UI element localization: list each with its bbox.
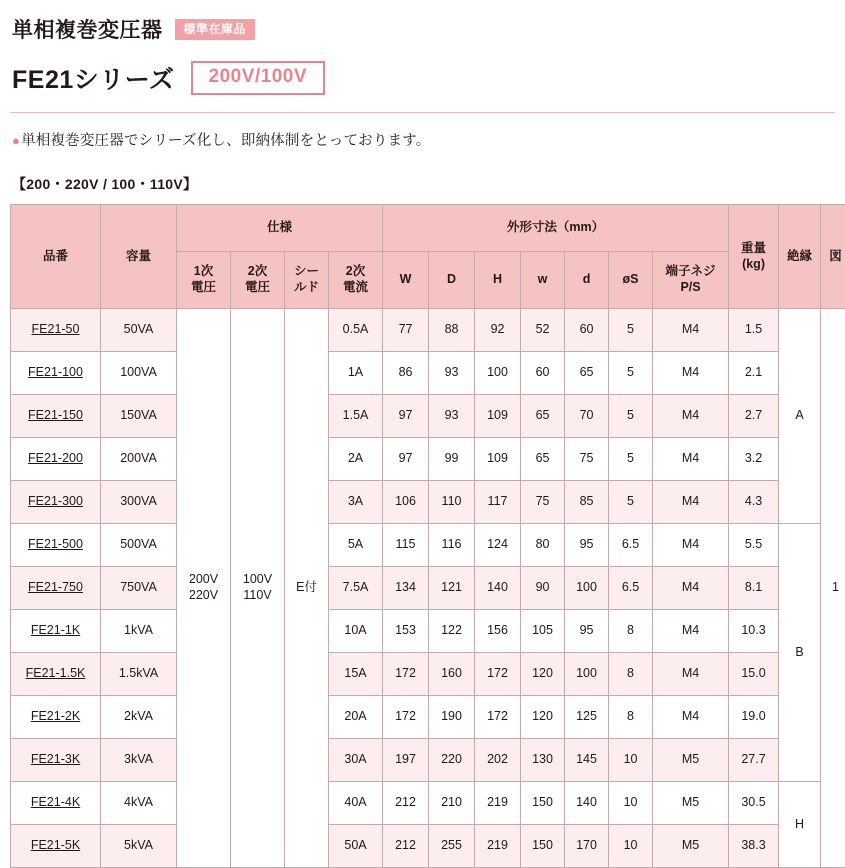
cell-dim-d-small: 85 bbox=[565, 481, 609, 524]
cell-secondary-current: 1.5A bbox=[329, 395, 383, 438]
th-figure: 図 bbox=[821, 205, 845, 309]
th-dimension-group: 外形寸法（mm） bbox=[383, 205, 729, 252]
cell-partno[interactable] bbox=[11, 481, 101, 524]
cell-secondary-current: 7.5A bbox=[329, 567, 383, 610]
cell-capacity: 2kVA bbox=[101, 696, 177, 739]
partno-link[interactable]: FE21-150 bbox=[28, 408, 83, 422]
cell-dim-os: 5 bbox=[609, 438, 653, 481]
cell-terminal-screw: M4 bbox=[653, 567, 729, 610]
th-weight-line2: (kg) bbox=[742, 257, 765, 271]
table-row[interactable] bbox=[11, 524, 845, 567]
cell-dim-h: 124 bbox=[475, 524, 521, 567]
cell-capacity: 3kVA bbox=[101, 739, 177, 782]
cell-dim-w-small: 90 bbox=[521, 567, 565, 610]
cell-dim-w: 212 bbox=[383, 825, 429, 868]
voltage-badge: 200V/100V bbox=[191, 61, 326, 96]
table-body bbox=[11, 309, 845, 868]
cell-dim-h: 172 bbox=[475, 696, 521, 739]
cell-dim-w: 134 bbox=[383, 567, 429, 610]
cell-dim-d-small: 125 bbox=[565, 696, 609, 739]
partno-link[interactable]: FE21-5K bbox=[31, 838, 80, 852]
partno-link[interactable]: FE21-750 bbox=[28, 580, 83, 594]
th-terminal-screw-line1: 端子ネジ bbox=[666, 264, 716, 278]
cell-dim-os: 6.5 bbox=[609, 524, 653, 567]
th-secondary-current bbox=[329, 252, 383, 309]
title-row bbox=[10, 10, 835, 44]
cell-weight: 4.3 bbox=[729, 481, 779, 524]
series-title: FE21シリーズ bbox=[12, 60, 175, 96]
cell-dim-d: 210 bbox=[429, 782, 475, 825]
stock-badge: 標準在庫品 bbox=[175, 19, 256, 40]
cell-dim-h: 100 bbox=[475, 352, 521, 395]
secondary-voltage-line2: 110V bbox=[231, 588, 284, 604]
cell-terminal-screw: M4 bbox=[653, 352, 729, 395]
partno-link[interactable]: FE21-500 bbox=[28, 537, 83, 551]
cell-dim-w: 212 bbox=[383, 782, 429, 825]
cell-dim-h: 92 bbox=[475, 309, 521, 352]
th-dim-h: H bbox=[475, 252, 521, 309]
cell-capacity: 50VA bbox=[101, 309, 177, 352]
cell-dim-os: 10 bbox=[609, 739, 653, 782]
cell-weight: 8.1 bbox=[729, 567, 779, 610]
cell-dim-d: 190 bbox=[429, 696, 475, 739]
cell-dim-d-small: 100 bbox=[565, 653, 609, 696]
cell-secondary-current: 3A bbox=[329, 481, 383, 524]
cell-dim-w-small: 65 bbox=[521, 395, 565, 438]
secondary-voltage-line1: 100V bbox=[231, 572, 284, 588]
th-secondary-current-line2: 電流 bbox=[343, 280, 368, 294]
cell-terminal-screw: M5 bbox=[653, 739, 729, 782]
cell-dim-d-small: 60 bbox=[565, 309, 609, 352]
cell-secondary-current: 5A bbox=[329, 524, 383, 567]
cell-dim-h: 156 bbox=[475, 610, 521, 653]
cell-dim-os: 5 bbox=[609, 481, 653, 524]
cell-dim-d-small: 65 bbox=[565, 352, 609, 395]
cell-terminal-screw: M4 bbox=[653, 653, 729, 696]
cell-dim-d-small: 95 bbox=[565, 524, 609, 567]
cell-capacity: 200VA bbox=[101, 438, 177, 481]
cell-secondary-current: 50A bbox=[329, 825, 383, 868]
cell-figure: 1 bbox=[821, 309, 845, 868]
primary-voltage-line2: 220V bbox=[177, 588, 230, 604]
cell-terminal-screw: M4 bbox=[653, 481, 729, 524]
cell-weight: 2.1 bbox=[729, 352, 779, 395]
cell-dim-d: 220 bbox=[429, 739, 475, 782]
cell-dim-h: 219 bbox=[475, 825, 521, 868]
cell-dim-d-small: 100 bbox=[565, 567, 609, 610]
cell-dim-d: 122 bbox=[429, 610, 475, 653]
cell-dim-w: 77 bbox=[383, 309, 429, 352]
cell-terminal-screw: M4 bbox=[653, 696, 729, 739]
cell-partno[interactable] bbox=[11, 739, 101, 782]
th-secondary-current-line1: 2次 bbox=[346, 264, 365, 278]
cell-terminal-screw: M4 bbox=[653, 438, 729, 481]
cell-dim-d: 160 bbox=[429, 653, 475, 696]
cell-secondary-current: 0.5A bbox=[329, 309, 383, 352]
th-capacity: 容量 bbox=[101, 205, 177, 309]
cell-dim-os: 8 bbox=[609, 653, 653, 696]
th-terminal-screw-line2: P/S bbox=[680, 280, 700, 294]
th-shield-line2: ルド bbox=[294, 280, 319, 294]
cell-secondary-current: 1A bbox=[329, 352, 383, 395]
cell-weight: 27.7 bbox=[729, 739, 779, 782]
th-dim-w: W bbox=[383, 252, 429, 309]
cell-dim-d: 255 bbox=[429, 825, 475, 868]
cell-capacity: 4kVA bbox=[101, 782, 177, 825]
cell-partno[interactable] bbox=[11, 825, 101, 868]
cell-weight: 10.3 bbox=[729, 610, 779, 653]
cell-dim-w: 106 bbox=[383, 481, 429, 524]
cell-partno[interactable] bbox=[11, 309, 101, 352]
table-row[interactable] bbox=[11, 653, 845, 696]
th-shield-line1: シー bbox=[294, 264, 319, 278]
cell-dim-d: 93 bbox=[429, 352, 475, 395]
cell-dim-os: 5 bbox=[609, 395, 653, 438]
cell-terminal-screw: M5 bbox=[653, 825, 729, 868]
th-terminal-screw bbox=[653, 252, 729, 309]
cell-dim-os: 10 bbox=[609, 782, 653, 825]
cell-dim-os: 8 bbox=[609, 696, 653, 739]
cell-dim-os: 5 bbox=[609, 352, 653, 395]
th-insulation: 絶縁 bbox=[779, 205, 821, 309]
th-secondary-voltage-line2: 電圧 bbox=[245, 280, 270, 294]
cell-dim-h: 140 bbox=[475, 567, 521, 610]
table-head bbox=[11, 205, 845, 309]
cell-terminal-screw: M4 bbox=[653, 309, 729, 352]
cell-dim-d-small: 145 bbox=[565, 739, 609, 782]
cell-terminal-screw: M5 bbox=[653, 782, 729, 825]
cell-weight: 2.7 bbox=[729, 395, 779, 438]
partno-link[interactable]: FE21-200 bbox=[28, 451, 83, 465]
table-row[interactable] bbox=[11, 825, 845, 868]
cell-secondary-current: 30A bbox=[329, 739, 383, 782]
cell-dim-d-small: 140 bbox=[565, 782, 609, 825]
cell-dim-h: 172 bbox=[475, 653, 521, 696]
cell-dim-w-small: 80 bbox=[521, 524, 565, 567]
cell-dim-d: 88 bbox=[429, 309, 475, 352]
cell-insulation-a: A bbox=[779, 309, 821, 524]
cell-insulation-h: H bbox=[779, 782, 821, 868]
cell-dim-h: 202 bbox=[475, 739, 521, 782]
cell-dim-w: 172 bbox=[383, 696, 429, 739]
spec-table bbox=[10, 204, 845, 868]
table-row[interactable] bbox=[11, 567, 845, 610]
partno-link[interactable]: FE21-4K bbox=[31, 795, 80, 809]
cell-dim-w-small: 150 bbox=[521, 782, 565, 825]
cell-secondary-current: 15A bbox=[329, 653, 383, 696]
cell-dim-h: 219 bbox=[475, 782, 521, 825]
cell-dim-h: 117 bbox=[475, 481, 521, 524]
th-primary-voltage-line2: 電圧 bbox=[191, 280, 216, 294]
cell-capacity: 750VA bbox=[101, 567, 177, 610]
table-row[interactable] bbox=[11, 696, 845, 739]
cell-dim-w: 86 bbox=[383, 352, 429, 395]
cell-dim-d: 99 bbox=[429, 438, 475, 481]
cell-dim-d: 121 bbox=[429, 567, 475, 610]
cell-weight: 15.0 bbox=[729, 653, 779, 696]
th-spec-group: 仕様 bbox=[177, 205, 383, 252]
cell-partno[interactable] bbox=[11, 352, 101, 395]
cell-secondary-current: 40A bbox=[329, 782, 383, 825]
partno-link[interactable]: FE21-1K bbox=[31, 623, 80, 637]
table-row[interactable] bbox=[11, 395, 845, 438]
partno-link[interactable]: FE21-300 bbox=[28, 494, 83, 508]
cell-dim-w: 97 bbox=[383, 395, 429, 438]
cell-insulation-b: B bbox=[779, 524, 821, 782]
cell-dim-d-small: 75 bbox=[565, 438, 609, 481]
cell-dim-d: 116 bbox=[429, 524, 475, 567]
cell-dim-os: 5 bbox=[609, 309, 653, 352]
primary-voltage-line1: 200V bbox=[177, 572, 230, 588]
cell-partno[interactable] bbox=[11, 524, 101, 567]
partno-link[interactable]: FE21-1.5K bbox=[26, 666, 86, 680]
cell-secondary-voltage bbox=[231, 309, 285, 868]
cell-dim-w-small: 75 bbox=[521, 481, 565, 524]
cell-capacity: 100VA bbox=[101, 352, 177, 395]
partno-link[interactable]: FE21-2K bbox=[31, 709, 80, 723]
cell-capacity: 500VA bbox=[101, 524, 177, 567]
partno-link[interactable]: FE21-100 bbox=[28, 365, 83, 379]
cell-dim-d: 110 bbox=[429, 481, 475, 524]
cell-weight: 38.3 bbox=[729, 825, 779, 868]
cell-weight: 19.0 bbox=[729, 696, 779, 739]
cell-dim-w-small: 105 bbox=[521, 610, 565, 653]
table-head-row-1 bbox=[11, 205, 845, 252]
cell-dim-os: 8 bbox=[609, 610, 653, 653]
cell-capacity: 300VA bbox=[101, 481, 177, 524]
th-weight bbox=[729, 205, 779, 309]
cell-dim-w: 153 bbox=[383, 610, 429, 653]
spec-heading: 【200・220V / 100・110V】 bbox=[10, 150, 835, 204]
cell-terminal-screw: M4 bbox=[653, 395, 729, 438]
th-dim-os: øS bbox=[609, 252, 653, 309]
table-row[interactable] bbox=[11, 610, 845, 653]
cell-dim-h: 109 bbox=[475, 395, 521, 438]
cell-dim-w-small: 52 bbox=[521, 309, 565, 352]
cell-dim-d-small: 70 bbox=[565, 395, 609, 438]
table-row[interactable] bbox=[11, 481, 845, 524]
cell-weight: 3.2 bbox=[729, 438, 779, 481]
cell-capacity: 5kVA bbox=[101, 825, 177, 868]
cell-secondary-current: 10A bbox=[329, 610, 383, 653]
cell-weight: 5.5 bbox=[729, 524, 779, 567]
cell-weight: 1.5 bbox=[729, 309, 779, 352]
th-weight-line1: 重量 bbox=[741, 241, 766, 255]
table-row[interactable] bbox=[11, 438, 845, 481]
page-title: 単相複巻変圧器 bbox=[12, 14, 163, 44]
cell-partno[interactable] bbox=[11, 782, 101, 825]
th-primary-voltage bbox=[177, 252, 231, 309]
cell-capacity: 150VA bbox=[101, 395, 177, 438]
th-dim-d: D bbox=[429, 252, 475, 309]
lead-text-row bbox=[10, 113, 835, 150]
th-partno: 品番 bbox=[11, 205, 101, 309]
series-row bbox=[10, 44, 835, 110]
cell-terminal-screw: M4 bbox=[653, 524, 729, 567]
cell-primary-voltage bbox=[177, 309, 231, 868]
cell-terminal-screw: M4 bbox=[653, 610, 729, 653]
cell-dim-w-small: 130 bbox=[521, 739, 565, 782]
cell-dim-w: 197 bbox=[383, 739, 429, 782]
th-secondary-voltage bbox=[231, 252, 285, 309]
table-row[interactable] bbox=[11, 739, 845, 782]
cell-partno[interactable] bbox=[11, 610, 101, 653]
th-shield bbox=[285, 252, 329, 309]
cell-dim-w-small: 120 bbox=[521, 696, 565, 739]
cell-dim-w: 115 bbox=[383, 524, 429, 567]
cell-dim-w-small: 60 bbox=[521, 352, 565, 395]
partno-link[interactable]: FE21-50 bbox=[32, 322, 80, 336]
cell-capacity: 1kVA bbox=[101, 610, 177, 653]
th-dim-d-small: d bbox=[565, 252, 609, 309]
cell-dim-d-small: 170 bbox=[565, 825, 609, 868]
table-row[interactable] bbox=[11, 352, 845, 395]
cell-capacity: 1.5kVA bbox=[101, 653, 177, 696]
cell-dim-h: 109 bbox=[475, 438, 521, 481]
cell-dim-os: 10 bbox=[609, 825, 653, 868]
cell-partno[interactable] bbox=[11, 438, 101, 481]
cell-secondary-current: 20A bbox=[329, 696, 383, 739]
cell-partno[interactable] bbox=[11, 696, 101, 739]
th-secondary-voltage-line1: 2次 bbox=[248, 264, 267, 278]
cell-dim-w: 97 bbox=[383, 438, 429, 481]
th-primary-voltage-line1: 1次 bbox=[194, 264, 213, 278]
table-row[interactable] bbox=[11, 309, 845, 352]
table-row[interactable] bbox=[11, 782, 845, 825]
partno-link[interactable]: FE21-3K bbox=[31, 752, 80, 766]
cell-dim-os: 6.5 bbox=[609, 567, 653, 610]
cell-dim-w-small: 120 bbox=[521, 653, 565, 696]
cell-secondary-current: 2A bbox=[329, 438, 383, 481]
cell-dim-d-small: 95 bbox=[565, 610, 609, 653]
cell-partno[interactable] bbox=[11, 567, 101, 610]
cell-shield: E付 bbox=[285, 309, 329, 868]
cell-dim-d: 93 bbox=[429, 395, 475, 438]
cell-dim-w-small: 150 bbox=[521, 825, 565, 868]
bullet-icon: ● bbox=[12, 133, 20, 148]
cell-weight: 30.5 bbox=[729, 782, 779, 825]
lead-text: 単相複巻変圧器でシリーズ化し、即納体制をとっております。 bbox=[21, 133, 430, 149]
cell-dim-w: 172 bbox=[383, 653, 429, 696]
cell-partno[interactable] bbox=[11, 395, 101, 438]
th-dim-w-small: w bbox=[521, 252, 565, 309]
cell-partno[interactable] bbox=[11, 653, 101, 696]
cell-dim-w-small: 65 bbox=[521, 438, 565, 481]
